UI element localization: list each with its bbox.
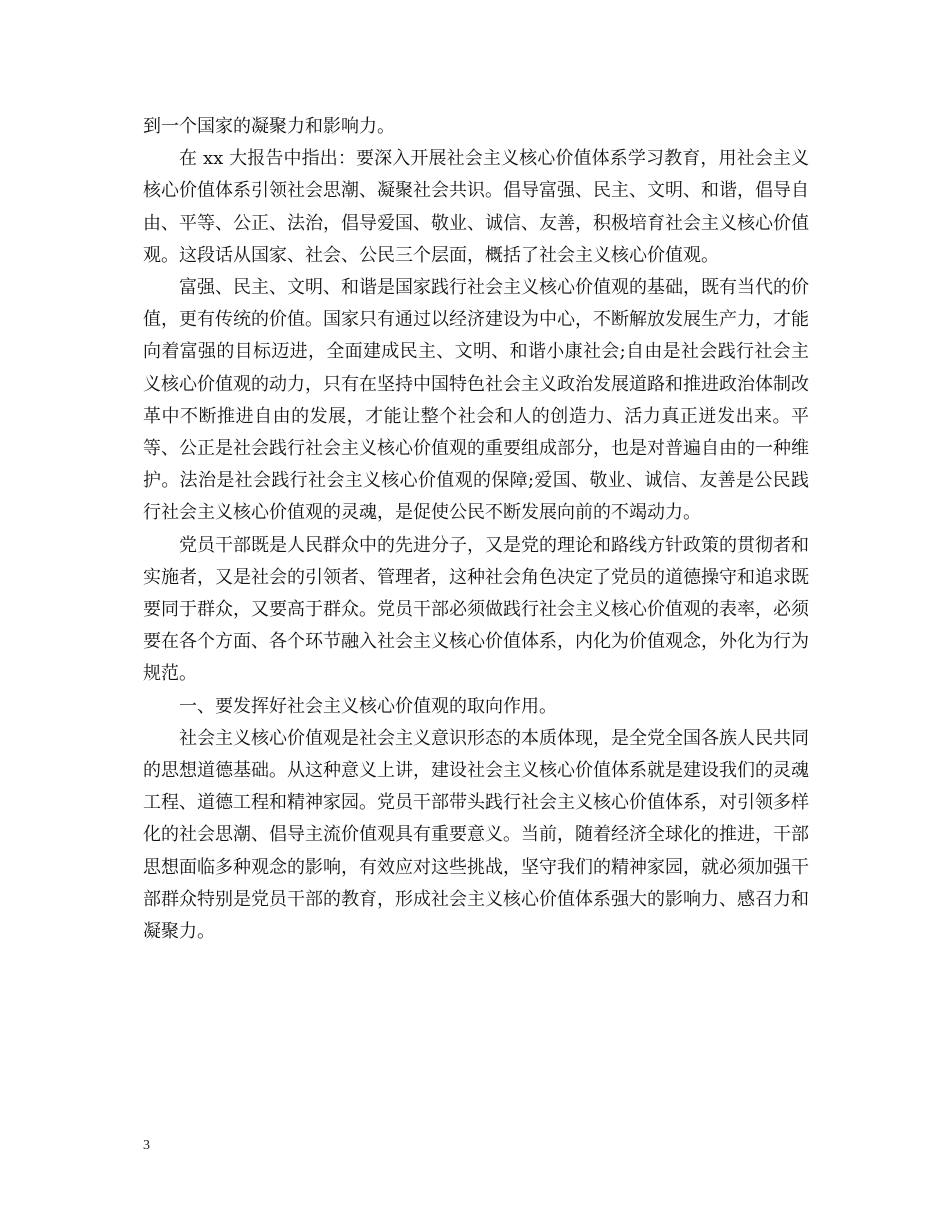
- paragraph: 富强、民主、文明、和谐是国家践行社会主义核心价值观的基础，既有当代的价值，更有传统的价值。国家只有通过以经济建设为中心，不断解放发展生产力，才能向着富强的目标迈进，全面建成民主、文明、和谐小康社会;自由是社会践行社会主义核心价值观的动力，只有在坚持中国特色社会主义政治发展道路和推进政治体制改革中不断推进自由的发展，才能让整个社会和人的创造力、活力真正迸发出来。平等、公正是社会践行社会主义核心价值观的重要组成部分，也是对普遍自由的一种维护。法治是社会践行社会主义核心价值观的保障;爱国、敬业、诚信、友善是公民践行社会主义核心价值观的灵魂，是促使公民不断发展向前的不竭动力。: [143, 277, 809, 524]
- section-heading: 一、要发挥好社会主义核心价值观的取向作用。: [179, 695, 557, 717]
- document-body: [143, 111, 809, 948]
- paragraph: 在 xx 大报告中指出：要深入开展社会主义核心价值体系学习教育，用社会主义核心价值体系引领社会思潮、凝聚社会共识。倡导富强、民主、文明、和谐，倡导自由、平等、公正、法治，倡导爱国、敬业、诚信、友善，积极培育社会主义核心价值观。这段话从国家、社会、公民三个层面，概括了社会主义核心价值观。: [143, 148, 809, 266]
- paragraph-continuation: 到一个国家的凝聚力和影响力。: [143, 116, 395, 137]
- paragraph: 社会主义核心价值观是社会主义意识形态的本质体现，是全党全国各族人民共同的思想道德基础。从这种意义上讲，建设社会主义核心价值体系就是建设我们的灵魂工程、道德工程和精神家园。党员干部带头践行社会主义核心价值体系，对引领多样化的社会思潮、倡导主流价值观具有重要意义。当前，随着经济全球化的推进，干部思想面临多种观念的影响，有效应对这些挑战，坚守我们的精神家园，就必须加强干部群众特别是党员干部的教育，形成社会主义核心价值体系强大的影响力、感召力和凝聚力。: [143, 727, 809, 943]
- page-number: 3: [143, 1138, 150, 1153]
- paragraph: 党员干部既是人民群众中的先进分子，又是党的理论和路线方针政策的贯彻者和实施者，又是社会的引领者、管理者，这种社会角色决定了党员的道德操守和追求既要同于群众，又要高于群众。党员干部必须做践行社会主义核心价值观的表率，必须要在各个方面、各个环节融入社会主义核心价值体系，内化为价值观念，外化为行为规范。: [143, 534, 809, 685]
